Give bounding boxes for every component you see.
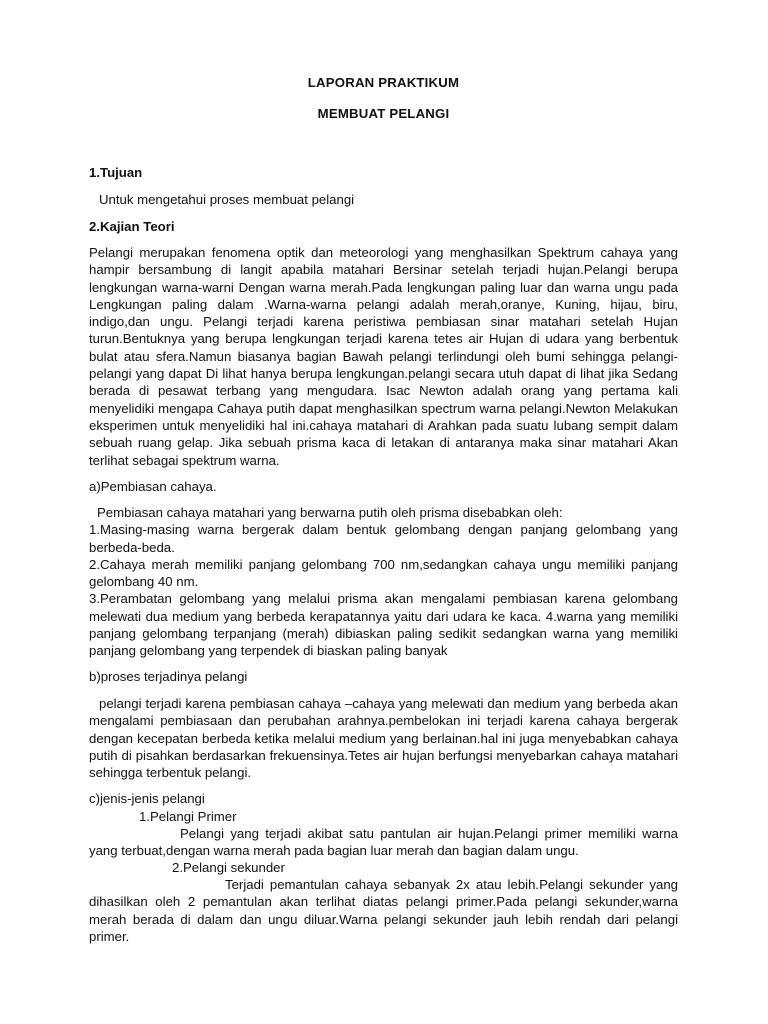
section-2-heading: 2.Kajian Teori	[89, 219, 175, 234]
section-a-heading: a)Pembiasan cahaya.	[89, 479, 217, 494]
section-c-item-1-title: 1.Pelangi Primer	[139, 809, 237, 824]
document-subtitle: MEMBUAT PELANGI	[317, 106, 450, 121]
document-title: LAPORAN PRAKTIKUM	[307, 75, 460, 90]
section-c-item-1-text: Pelangi yang terjadi akibat satu pantulan air hujan.Pelangi primer memiliki warna yang terbuat,dengan warna merah pada bagian luar merah dan bagian dalam ungu.	[89, 826, 678, 859]
section-c-heading: c)jenis-jenis pelangi	[89, 791, 205, 806]
section-b-paragraph: pelangi terjadi karena pembiasan cahaya –cahaya yang melewati dan medium yang berbeda akan mengalami pembiasaan dan perubahan arahnya.pembelokan ini terjadi karena cahaya bergerak dengan kecepatan berbeda ketika melalui medium yang berlainan.hal ini juga menyebabkan cahaya putih di pisahkan berdasarkan frekuensinya.Tetes air hujan berfungsi menyebarkan cahaya matahari sehingga terbentuk pelangi.	[89, 696, 678, 781]
section-a-body	[89, 504, 678, 660]
section-a-item-1: 1.Masing-masing warna bergerak dalam bentuk gelombang dengan panjang gelombang yang berbeda-beda.	[89, 522, 678, 555]
section-2-paragraph: Pelangi merupakan fenomena optik dan meteorologi yang menghasilkan Spektrum cahaya yang hampir bersambung di langit apabila matahari Bersinar setelah terjadi hujan.Pelangi berupa lengkungan warna-warni Dengan warna merah.Pada lengkungan paling luar dan warna ungu pada Lengkungan paling dalam .Warna-warna pelangi adalah merah,oranye, Kuning, hijau, biru, indigo,dan ungu. Pelangi terjadi karena peristiwa pembiasan sinar matahari setelah Hujan turun.Bentuknya yang berupa lengkungan terjadi karena tetes air Hujan di udara yang berbentuk bulat atau sfera.Namun biasanya bagian Bawah pelangi terlindungi oleh bumi sehingga pelangi-pelangi yang dapat Di lihat hanya berupa lengkungan.pelangi secara utuh dapat di lihat jika Sedang berada di pesawat terbang yang mengudara. Isac Newton adalah orang yang pertama kali menyelidiki mengapa Cahaya putih dapat menghasilkan spectrum warna pelangi.Newton Melakukan eksperimen untuk menyelidiki hal ini.cahaya matahari di Arahkan pada suatu lubang sempit dalam sebuah ruang gelap. Jika sebuah prisma kaca di letakan di antaranya maka sinar matahari Akan terlihat sebagai spektrum warna.	[89, 245, 678, 468]
section-a-item-3: 3.Perambatan gelombang yang melalui prisma akan mengalami pembiasan karena gelombang melewati dua medium yang berbeda kerapatannya yaitu dari udara ke kaca. 4.warna yang memiliki panjang gelombang terpanjang (merah) dibiaskan paling sedikit sedangkan warna yang memiliki panjang gelombang yang terpendek di biaskan paling banyak	[89, 591, 678, 659]
section-1-text: Untuk mengetahui proses membuat pelangi	[99, 192, 355, 207]
section-1-heading: 1.Tujuan	[89, 165, 143, 180]
section-c-item-2-title: 2.Pelangi sekunder	[172, 860, 285, 875]
section-a-intro: Pembiasan cahaya matahari yang berwarna putih oleh prisma disebabkan oleh:	[97, 505, 563, 520]
section-c-item-2-text: Terjadi pemantulan cahaya sebanyak 2x atau lebih.Pelangi sekunder yang dihasilkan oleh 2 pemantulan akan terlihat diatas pelangi primer.Pada pelangi sekunder,warna merah berada di dalam dan ungu diluar.Warna pelangi sekunder jauh lebih rendah dari pelangi primer.	[89, 877, 678, 944]
section-b-heading: b)proses terjadinya pelangi	[89, 669, 248, 684]
section-a-item-2: 2.Cahaya merah memiliki panjang gelombang 700 nm,sedangkan cahaya ungu memiliki panjang gelombang 40 nm.	[89, 556, 678, 590]
